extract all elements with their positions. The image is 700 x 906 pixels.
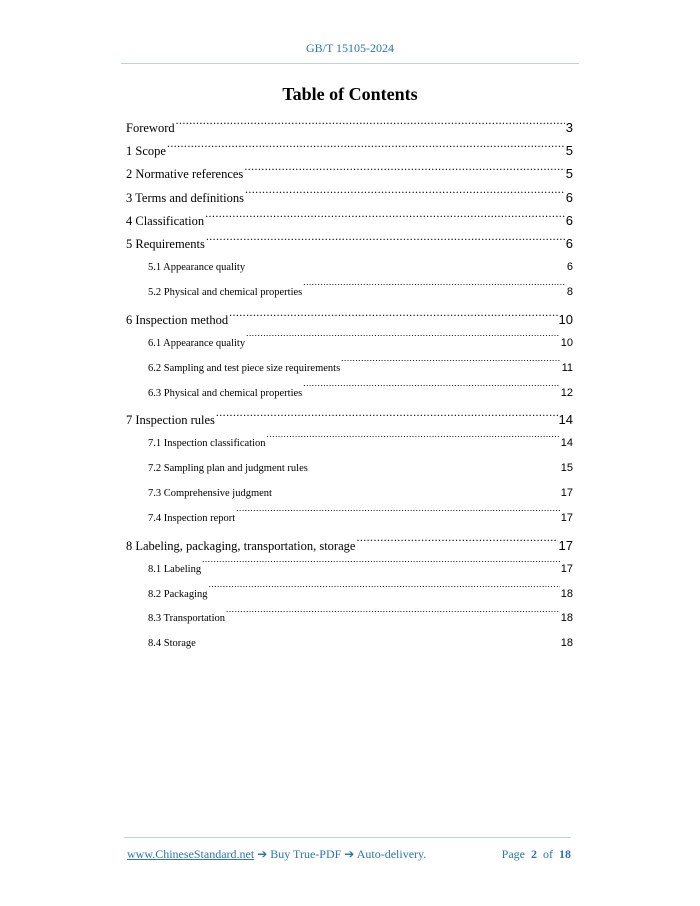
footer-promo: [127, 847, 426, 862]
toc-entry-label: 8 Labeling, packaging, transportation, storage: [126, 538, 356, 553]
toc-entry-page: 18: [560, 637, 573, 650]
toc-entry-label: 8.3 Transportation: [148, 613, 226, 625]
toc-leader-dots: [309, 461, 560, 472]
header-divider: [121, 63, 579, 64]
current-page-number: 2: [531, 847, 537, 861]
toc-entry-label: 6 Inspection method: [126, 312, 229, 327]
toc-leader-dots: [226, 611, 560, 622]
toc-entry-page: 18: [560, 612, 573, 625]
toc-leader-dots: [209, 586, 560, 597]
toc-entry-page: 18: [560, 587, 573, 600]
toc-leader-dots: [303, 385, 560, 396]
toc-entry-label: 5.2 Physical and chemical properties: [148, 286, 303, 298]
toc-entry-scope[interactable]: [126, 139, 573, 162]
toc-entry-label: 7 Inspection rules: [126, 413, 215, 428]
toc-entry-label: 1 Scope: [126, 144, 166, 159]
toc-entry-packaging[interactable]: [126, 582, 573, 607]
toc-leader-dots: [229, 311, 557, 324]
toc-entry-page: 11: [561, 361, 573, 374]
toc-entry-page: 3: [565, 120, 573, 135]
toc-entry-page: 8: [566, 285, 573, 298]
toc-entry-sampling-plan[interactable]: [126, 456, 573, 481]
toc-leader-dots: [206, 235, 565, 248]
total-pages-number: 18: [559, 847, 571, 861]
toc-entry-page: 14: [560, 437, 573, 450]
toc-entry-label: 4 Classification: [126, 213, 205, 228]
footer: [127, 847, 571, 862]
toc-entry-labeling-packaging[interactable]: [126, 534, 573, 557]
toc-entry-page: 17: [558, 537, 573, 553]
toc-entry-page: 12: [560, 386, 573, 399]
header-standard-code: GB/T 15105-2024: [305, 41, 395, 55]
toc-leader-dots: [216, 412, 558, 425]
toc-entry-label: 6.1 Appearance quality: [148, 337, 246, 349]
site-link[interactable]: www.ChineseStandard.net: [127, 847, 255, 861]
toc-list: [126, 116, 573, 656]
toc-leader-dots: [197, 636, 560, 647]
toc-entry-inspection-report[interactable]: [126, 506, 573, 531]
toc-entry-requirements[interactable]: [126, 232, 573, 255]
arrow-icon: ➔: [257, 847, 268, 861]
toc-leader-dots: [245, 189, 565, 202]
toc-entry-labeling[interactable]: [126, 557, 573, 582]
toc-title: Table of Contents: [282, 84, 418, 104]
toc-leader-dots: [244, 166, 564, 179]
toc-entry-inspection-method[interactable]: [126, 308, 573, 331]
toc-entry-page: 10: [560, 336, 573, 349]
toc-leader-dots: [167, 143, 565, 156]
arrow-icon: ➔: [344, 847, 355, 861]
toc-entry-storage[interactable]: [126, 631, 573, 656]
toc-entry-page: 5: [565, 166, 573, 182]
toc-entry-label: 8.1 Labeling: [148, 563, 202, 575]
toc-entry-label: 8.4 Storage: [148, 638, 196, 650]
toc-entry-label: 8.2 Packaging: [148, 588, 208, 600]
footer-divider: [124, 837, 571, 838]
auto-delivery-text: Auto-delivery.: [356, 847, 427, 861]
toc-entry-page: 6: [565, 212, 573, 228]
toc-entry-label: 5.1 Appearance quality: [148, 262, 246, 274]
toc-entry-label: 2 Normative references: [126, 167, 244, 182]
toc-entry-appearance-quality[interactable]: [126, 255, 573, 280]
toc-entry-page: 6: [565, 235, 573, 251]
toc-entry-label: 7.1 Inspection classification: [148, 438, 266, 450]
toc-entry-transportation[interactable]: [126, 606, 573, 631]
toc-leader-dots: [205, 212, 565, 225]
toc-leader-dots: [356, 537, 557, 550]
toc-leader-dots: [202, 561, 560, 572]
toc-entry-page: 15: [560, 462, 573, 475]
toc-entry-label: 7.4 Inspection report: [148, 512, 236, 524]
toc-entry-label: 6.2 Sampling and test piece size requirements: [148, 362, 341, 374]
toc-entry-classification[interactable]: [126, 209, 573, 232]
toc-leader-dots: [236, 510, 560, 521]
toc-entry-appearance-quality-method[interactable]: [126, 331, 573, 356]
toc-entry-page: 10: [558, 311, 573, 327]
of-word: of: [543, 847, 553, 861]
toc-entry-terms-definitions[interactable]: [126, 186, 573, 209]
toc-entry-page: 17: [560, 511, 573, 524]
toc-entry-normative-references[interactable]: [126, 162, 573, 185]
toc-entry-sampling-size[interactable]: [126, 356, 573, 381]
toc-entry-physical-chemical-method[interactable]: [126, 381, 573, 406]
toc-entry-label: 6.3 Physical and chemical properties: [148, 387, 303, 399]
toc-entry-page: 14: [558, 412, 573, 428]
toc-leader-dots: [246, 335, 560, 346]
toc-entry-page: 6: [566, 261, 573, 274]
toc-entry-label: Foreword: [126, 121, 175, 135]
toc-entry-page: 6: [565, 189, 573, 205]
page-indicator: [502, 847, 571, 862]
page-word: Page: [501, 847, 525, 861]
toc-entry-page: 17: [560, 487, 573, 500]
toc-entry-label: 7.3 Comprehensive judgment: [148, 488, 272, 500]
toc-entry-page: 5: [565, 143, 573, 159]
toc-leader-dots: [303, 284, 566, 295]
toc-entry-page: 17: [560, 562, 573, 575]
toc-entry-inspection-rules[interactable]: [126, 408, 573, 431]
toc-leader-dots: [267, 436, 560, 447]
toc-leader-dots: [273, 486, 560, 497]
toc-entry-label: 5 Requirements: [126, 236, 205, 251]
toc-entry-foreword[interactable]: [126, 116, 573, 139]
toc-entry-label: 7.2 Sampling plan and judgment rules: [148, 463, 308, 475]
toc-entry-inspection-classification[interactable]: [126, 431, 573, 456]
toc-entry-physical-chemical-properties[interactable]: [126, 280, 573, 305]
toc-leader-dots: [246, 260, 566, 271]
buy-pdf-text: Buy True-PDF: [270, 847, 342, 861]
toc-entry-label: 3 Terms and definitions: [126, 190, 244, 205]
toc-leader-dots: [341, 360, 560, 371]
toc-leader-dots: [176, 120, 565, 133]
toc-entry-comprehensive-judgment[interactable]: [126, 481, 573, 506]
